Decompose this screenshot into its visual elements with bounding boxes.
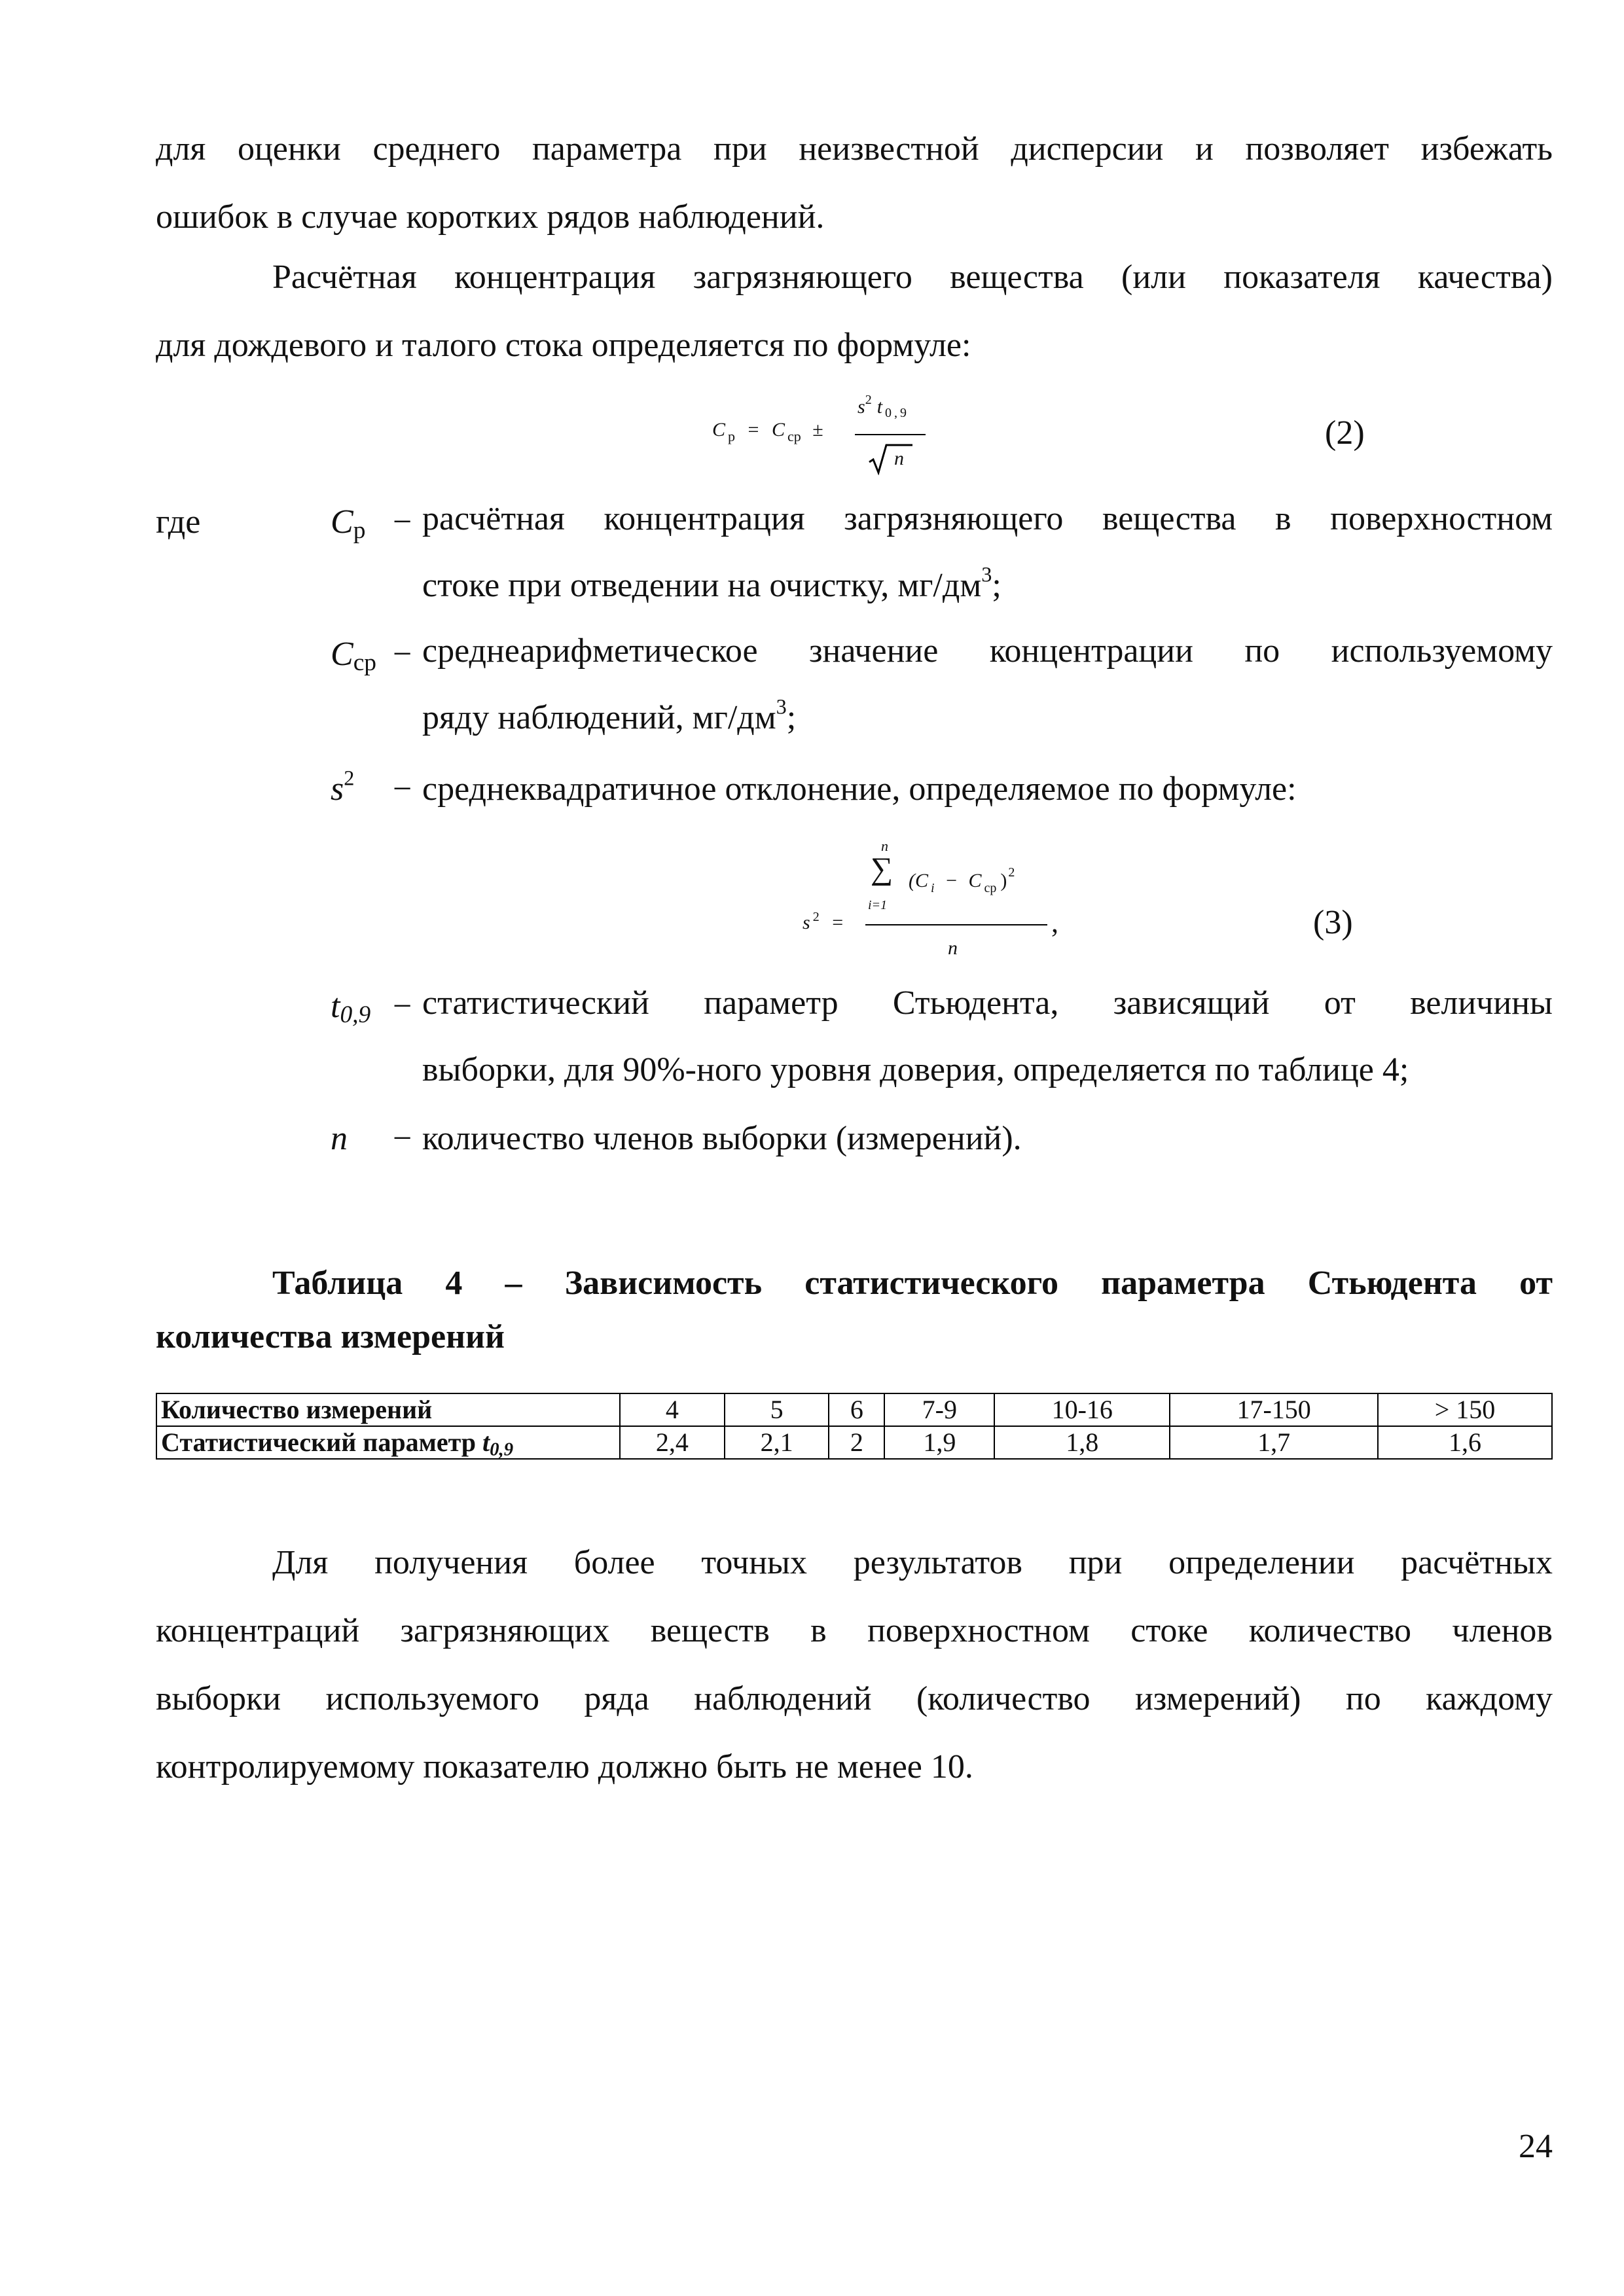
formula-3-c-open: (C <box>909 870 928 891</box>
definition-t09-sym: t <box>331 988 340 1025</box>
definition-ccp-text <box>422 618 1553 751</box>
closing-line-4: контролируемому показателю должно быть не менее 10. <box>156 1748 973 1785</box>
table-cell: 7-9 <box>884 1393 994 1426</box>
definition-t09-dash: − <box>393 988 412 1025</box>
formula-3-close: ) <box>1000 870 1007 891</box>
definition-cp-line-2: стоке при отведении на очистку, мг/дм <box>422 567 982 604</box>
definition-ccp-sub: ср <box>353 649 377 677</box>
definition-cp-line-1: расчётная концентрация загрязняющего вещества в поверхностном <box>422 500 1553 537</box>
formula-3-s: s <box>803 912 810 933</box>
table-cell: 1,8 <box>994 1426 1170 1459</box>
closing-line-3: выборки используемого ряда наблюдений (количество измерений) по каждому <box>156 1680 1553 1717</box>
formula-3-minus: − <box>946 870 957 891</box>
formula-2-number: (2) <box>1325 414 1365 452</box>
table-row-header-parameter-text: Статистический параметр <box>161 1427 482 1457</box>
definition-s2-sym: s <box>331 770 344 808</box>
closing-line-2: концентраций загрязняющих веществ в поверхностном стоке количество членов <box>156 1612 1553 1649</box>
formula-3-numerator-term <box>909 865 1015 896</box>
formula-2-numerator <box>857 393 909 421</box>
formula-2-fraction-line <box>855 434 926 435</box>
definition-n-dash: − <box>393 1120 412 1157</box>
closing-line-1: Для получения более точных результатов при определении расчётных <box>272 1544 1553 1581</box>
formula-2-s: s <box>857 396 865 418</box>
table-caption <box>156 1257 1553 1364</box>
definition-s2-dash: − <box>393 770 412 808</box>
table-row-header-measurements: Количество измерений <box>156 1393 620 1426</box>
definition-n-symbol: n <box>331 1120 348 1157</box>
table-row <box>156 1426 1552 1459</box>
formula-3-eq: = <box>832 912 844 933</box>
formula-3-sum-icon: ∑ <box>871 852 893 886</box>
table-row-header-parameter <box>156 1426 620 1459</box>
formula-2-t-sub: 0,9 <box>885 406 910 420</box>
definition-ccp-line-1: среднеарифметическое значение концентрации по используемому <box>422 632 1553 670</box>
table-cell: 2,4 <box>620 1426 725 1459</box>
definition-cp-text <box>422 486 1553 619</box>
intro-line-1: для оценки среднего параметра при неизвестной дисперсии и позволяет избежать <box>156 130 1553 168</box>
page-number: 24 <box>1519 2128 1553 2165</box>
formula-3-comma: , <box>1051 906 1058 939</box>
formula-3-c-sub-i: i <box>931 881 935 895</box>
formula-2-ccp: C <box>771 419 785 440</box>
intro-paragraph <box>156 115 1553 251</box>
formula-3-sum-bottom: i=1 <box>868 898 888 912</box>
formula-2-t: t <box>876 396 883 418</box>
formula-3-c-cp-sub: ср <box>984 881 997 895</box>
where-label: где <box>156 503 201 541</box>
definition-ccp-sup: 3 <box>776 694 787 719</box>
definition-cp-sym: C <box>331 503 353 541</box>
formula-3-lhs <box>803 910 851 934</box>
definition-cp-sup: 3 <box>981 562 992 586</box>
formula-2-ccp-sub: ср <box>787 428 801 444</box>
formula-2-sqrt-icon <box>868 442 914 475</box>
table-cell: 17-150 <box>1170 1393 1378 1426</box>
formula-2-lhs <box>712 419 830 445</box>
definition-s2-text: среднеквадратичное отклонение, определяемое по формуле: <box>422 770 1297 808</box>
table-row-header-parameter-sub: 0,9 <box>490 1439 514 1460</box>
formula-3-c-cp: C <box>968 870 982 891</box>
table-row <box>156 1393 1552 1426</box>
student-parameter-table <box>156 1393 1553 1460</box>
formula-3-sum-top: n <box>881 838 888 854</box>
table-cell: > 150 <box>1378 1393 1552 1426</box>
formula-2-c-sub: р <box>728 428 736 444</box>
formula-2-c: C <box>712 419 726 440</box>
closing-paragraph <box>156 1529 1553 1801</box>
formula-3-term-sup: 2 <box>1008 865 1015 880</box>
definition-s2-sup: 2 <box>344 766 355 790</box>
formula-intro-line-2: для дождевого и талого стока определяется по формуле: <box>156 327 971 364</box>
formula-2-denominator: n <box>894 448 904 469</box>
table-cell: 1,6 <box>1378 1426 1552 1459</box>
formula-2-s-sup: 2 <box>865 393 872 407</box>
definition-cp-tail: ; <box>992 567 1001 604</box>
formula-3-s-sup: 2 <box>812 910 820 924</box>
formula-intro-line-1: Расчётная концентрация загрязняющего вещества (или показателя качества) <box>272 259 1553 296</box>
formula-3-number: (3) <box>1313 904 1353 941</box>
table-caption-line-1: Таблица 4 – Зависимость статистического параметра Стьюдента от <box>272 1265 1553 1302</box>
definition-cp-dash: − <box>393 503 412 541</box>
definition-n-text: количество членов выборки (измерений). <box>422 1120 1022 1157</box>
definition-t09-sub: 0,9 <box>340 1001 371 1029</box>
formula-intro-paragraph <box>156 243 1553 380</box>
definition-t09-symbol <box>331 987 371 1029</box>
definition-cp-sub: р <box>353 517 366 545</box>
table-cell: 5 <box>725 1393 829 1426</box>
table-cell: 4 <box>620 1393 725 1426</box>
table-row-header-parameter-sym: t <box>482 1427 490 1457</box>
table-cell: 2 <box>829 1426 884 1459</box>
definition-t09-text <box>422 970 1553 1103</box>
formula-3-denominator: n <box>948 937 958 959</box>
table-cell: 6 <box>829 1393 884 1426</box>
definition-ccp-sym: C <box>331 636 353 673</box>
definition-ccp-line-2: ряду наблюдений, мг/дм <box>422 699 776 736</box>
table-cell: 10-16 <box>994 1393 1170 1426</box>
formula-2-pm: ± <box>812 419 823 440</box>
definition-t09-line-2: выборки, для 90%-ного уровня доверия, определяется по таблице 4; <box>422 1051 1409 1088</box>
table-cell: 1,9 <box>884 1426 994 1459</box>
definition-cp-symbol <box>331 503 366 545</box>
definition-t09-line-1: статистический параметр Стьюдента, зависящий от величины <box>422 984 1553 1022</box>
formula-2-eq: = <box>748 419 759 440</box>
intro-line-2: ошибок в случае коротких рядов наблюдений. <box>156 198 825 236</box>
table-cell: 1,7 <box>1170 1426 1378 1459</box>
definition-ccp-symbol <box>331 635 377 677</box>
formula-3-fraction-line <box>865 924 1047 925</box>
definition-ccp-tail: ; <box>786 699 797 736</box>
table-cell: 2,1 <box>725 1426 829 1459</box>
definition-s2-symbol <box>331 766 355 808</box>
table-caption-line-2: количества измерений <box>156 1318 505 1355</box>
definition-ccp-dash: − <box>393 636 412 673</box>
